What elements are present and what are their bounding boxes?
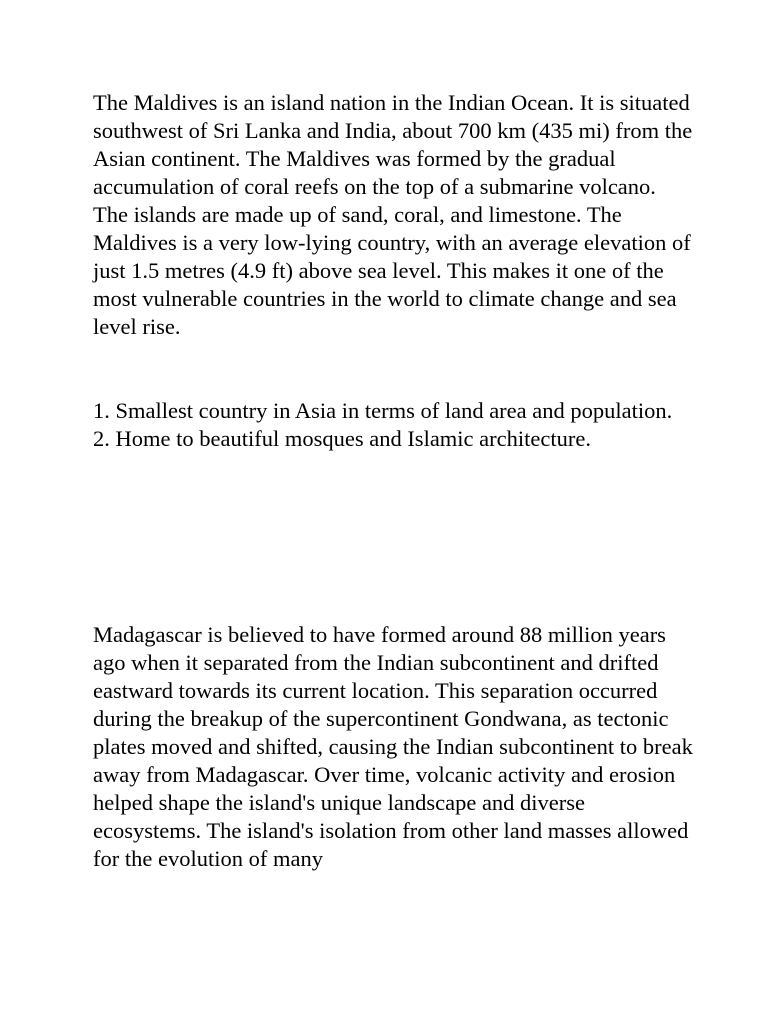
maldives-paragraph: The Maldives is an island nation in the Indian Ocean. It is situated southwest of Sri Lanka and India, about 700 km (435 mi) from the Asian continent. The Maldives was formed by the gradual accumulation of coral reefs on the top of a submarine volcano. The islands are made up of sand, coral, and limestone. The Maldives is a very low-lying country, with an average elevation of just 1.5 metres (4.9 ft) above sea level. This makes it one of the most vulnerable countries in the world to climate change and sea level rise. (93, 90, 693, 339)
maldives-section (93, 89, 693, 341)
list-item: 2. Home to beautiful mosques and Islamic architecture. (93, 426, 591, 451)
madagascar-section (93, 621, 693, 873)
madagascar-paragraph: Madagascar is believed to have formed around 88 million years ago when it separated from the Indian subcontinent and drifted eastward towards its current location. This separation occurred during the breakup of the supercontinent Gondwana, as tectonic plates moved and shifted, causing the Indian subcontinent to break away from Madagascar. Over time, volcanic activity and erosion helped shape the island's unique landscape and diverse ecosystems. The island's isolation from other land masses allowed for the evolution of many (93, 622, 693, 871)
list-item: 1. Smallest country in Asia in terms of land area and population. (93, 398, 673, 423)
maldives-facts-list (93, 397, 693, 453)
